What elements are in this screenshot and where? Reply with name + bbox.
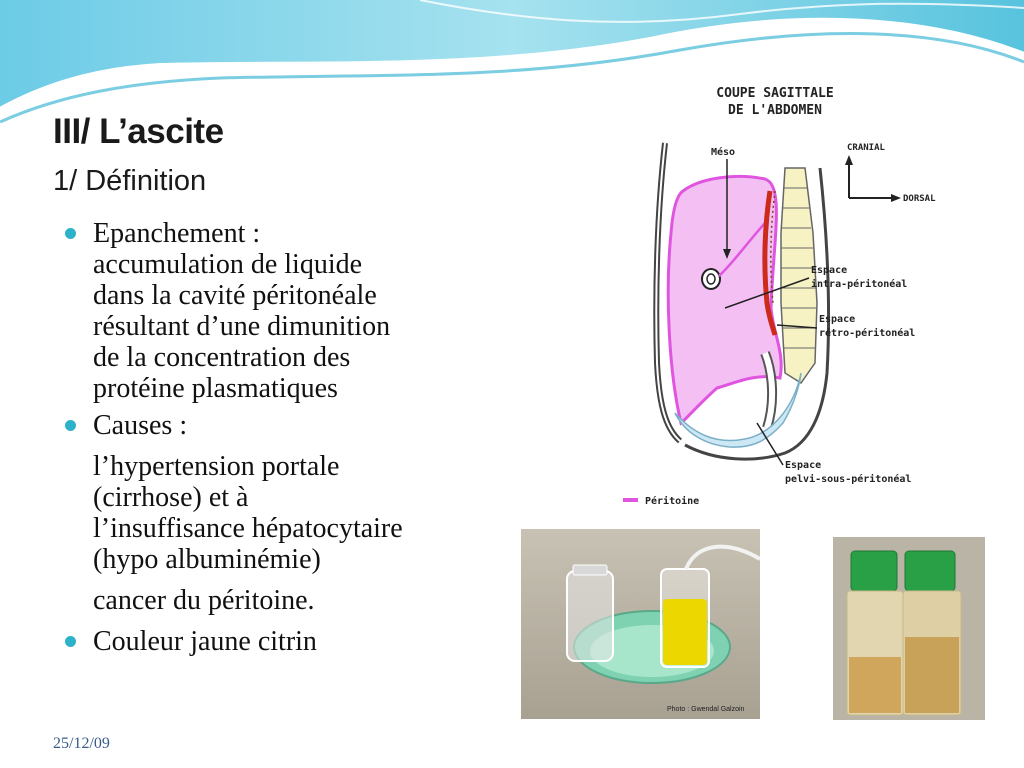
text-line: accumulation de liquide [93, 249, 363, 280]
text-line: dans la cavité péritonéale [93, 280, 377, 311]
yellow-fluid [663, 599, 707, 665]
intra-label-line2: intra-péritonéal [811, 279, 908, 290]
photo-jars-basin [521, 529, 760, 719]
retro-label-line1: Espace [819, 314, 856, 325]
empty-glass-jar [567, 571, 613, 661]
causes-item-hypertension [60, 451, 510, 575]
legend-label: Péritoine [645, 496, 700, 507]
text-line: cancer du péritoine. [93, 585, 315, 616]
diagram-title-line1: COUPE SAGITTALE [716, 86, 834, 101]
slide-date: 25/12/09 [53, 735, 110, 752]
fluid-left [849, 657, 901, 713]
causes-item-cancer [60, 585, 510, 616]
text-line: Epanchement : [93, 218, 261, 249]
pelvi-label-line1: Espace [785, 460, 822, 471]
text-line: de la concentration des [93, 342, 351, 373]
bullet-epanchement [60, 218, 510, 404]
text-line: résultant d’une dimunition [93, 311, 391, 342]
sagittal-section-diagram [605, 73, 961, 510]
photo-bottles [833, 537, 985, 720]
diagram-title-line2: DE L'ABDOMEN [728, 103, 822, 118]
text-line: l’insuffisance hépatocytaire [93, 513, 403, 544]
slide-subtitle: 1/ Définition [53, 165, 207, 197]
meso-label: Méso [711, 147, 736, 158]
text-line: (hypo albuminémie) [93, 544, 321, 575]
jar-neck [573, 565, 607, 575]
green-cap-left [851, 551, 897, 591]
text-line: l’hypertension portale [93, 451, 340, 482]
dorsal-label: DORSAL [903, 194, 936, 204]
bullet-causes [60, 410, 510, 441]
text-line: Couleur jaune citrin [93, 626, 317, 657]
text-line: protéine plasmatiques [93, 373, 338, 404]
pelvi-label-line2: pelvi-sous-péritonéal [785, 474, 912, 485]
causes-label: Causes : [93, 410, 188, 441]
slide-title: III/ L’ascite [53, 112, 224, 151]
cranial-label: CRANIAL [847, 143, 885, 153]
bullet-couleur [60, 626, 510, 657]
green-cap-right [905, 551, 955, 591]
retro-label-line2: rétro-péritonéal [819, 328, 916, 339]
photo-credit: Photo : Gwendal Galzoin [667, 706, 745, 713]
fluid-right [905, 637, 959, 713]
text-line: (cirrhose) et à [93, 482, 249, 513]
slide-body [60, 218, 510, 663]
intra-label-line1: Espace [811, 265, 848, 276]
intestine-lumen [707, 274, 715, 284]
